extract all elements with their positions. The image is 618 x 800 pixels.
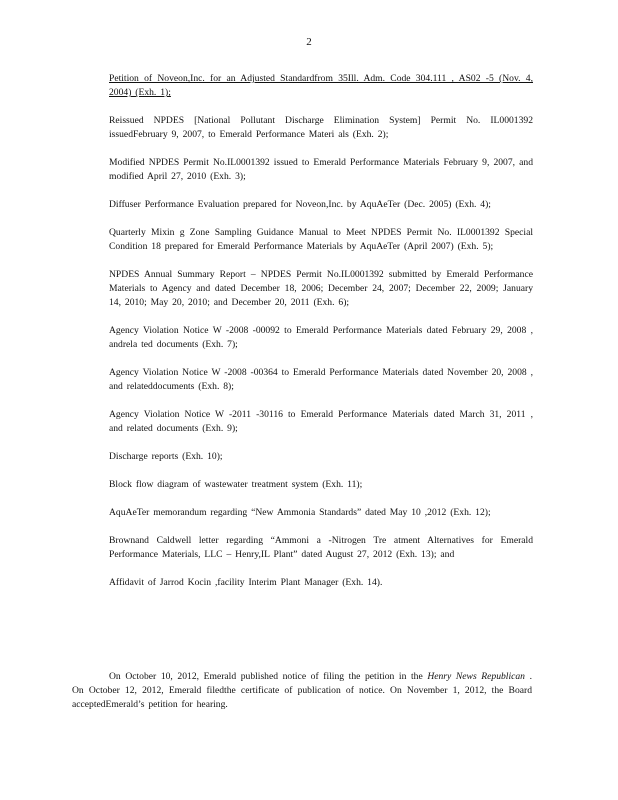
newspaper-name: Henry News Republican [427,671,525,682]
exhibit-item-12: AquAeTer memorandum regarding “New Ammonia Standards” dated May 10 ,2012 (Exh. 12); [109,507,491,518]
exhibit-item-8: Agency Violation Notice W -2008 -00364 to Emerald Performance Materials dated November 20, 2008 , and relateddocuments (Exh. 8); [109,367,533,392]
exhibit-item-2: Reissued NPDES [National Pollutant Discharge Elimination System] Permit No. IL0001392 issuedFebruary 9, 2007, to Emerald Performance Materi als (Exh. 2); [109,115,533,140]
closing-text-start: On October 10, 2012, Emerald published notice of filing the petition in the [109,671,428,682]
exhibit-list [109,72,533,604]
exhibit-item-3: Modified NPDES Permit No.IL0001392 issued to Emerald Performance Materials February 9, 2007, and modified April 27, 2010 (Exh. 3); [109,157,533,182]
page-number: 2 [306,36,312,48]
exhibit-item-9: Agency Violation Notice W -2011 -30116 to Emerald Performance Materials dated March 31, 2011 , and related documents (Exh. 9); [109,409,533,434]
exhibit-item-14: Affidavit of Jarrod Kocin ,facility Interim Plant Manager (Exh. 14). [109,577,383,588]
exhibit-item-4: Diffuser Performance Evaluation prepared for Noveon,Inc. by AquAeTer (Dec. 2005) (Exh. 4); [109,199,491,210]
exhibit-item-10: Discharge reports (Exh. 10); [109,451,223,462]
exhibit-item-1: Petition of Noveon,Inc. for an Adjusted Standardfrom 35Ill. Adm. Code 304.111 , AS02 -5 (Nov. 4, 2004) (Exh. 1); [109,73,533,98]
closing-text-end: . On October 12, 2012, Emerald filedthe certificate of publication of notice. On November 1, 2012, the Board acceptedEmerald’s petition for hearing. [72,671,532,710]
exhibit-item-7: Agency Violation Notice W -2008 -00092 to Emerald Performance Materials dated February 29, 2008 , andrela ted documents (Exh. 7); [109,325,533,350]
exhibit-item-6: NPDES Annual Summary Report – NPDES Permit No.IL0001392 submitted by Emerald Performance Materials to Agency and dated December 18, 2006; December 24, 2007; December 22, 2009; January 14, 2010; May 20, 2010; and December 20, 2011 (Exh. 6); [109,269,533,308]
exhibit-item-13: Brownand Caldwell letter regarding “Ammoni a -Nitrogen Tre atment Alternatives for Emerald Performance Materials, LLC – Henry,IL Plant” dated August 27, 2012 (Exh. 13); and [109,535,533,560]
closing-paragraph [72,670,532,712]
exhibit-item-11: Block flow diagram of wastewater treatment system (Exh. 11); [109,479,363,490]
exhibit-item-5: Quarterly Mixin g Zone Sampling Guidance Manual to Meet NPDES Permit No. IL0001392 Special Condition 18 prepared for Emerald Performance Materials by AquAeTer (April 2007) (Exh. 5); [109,227,533,252]
